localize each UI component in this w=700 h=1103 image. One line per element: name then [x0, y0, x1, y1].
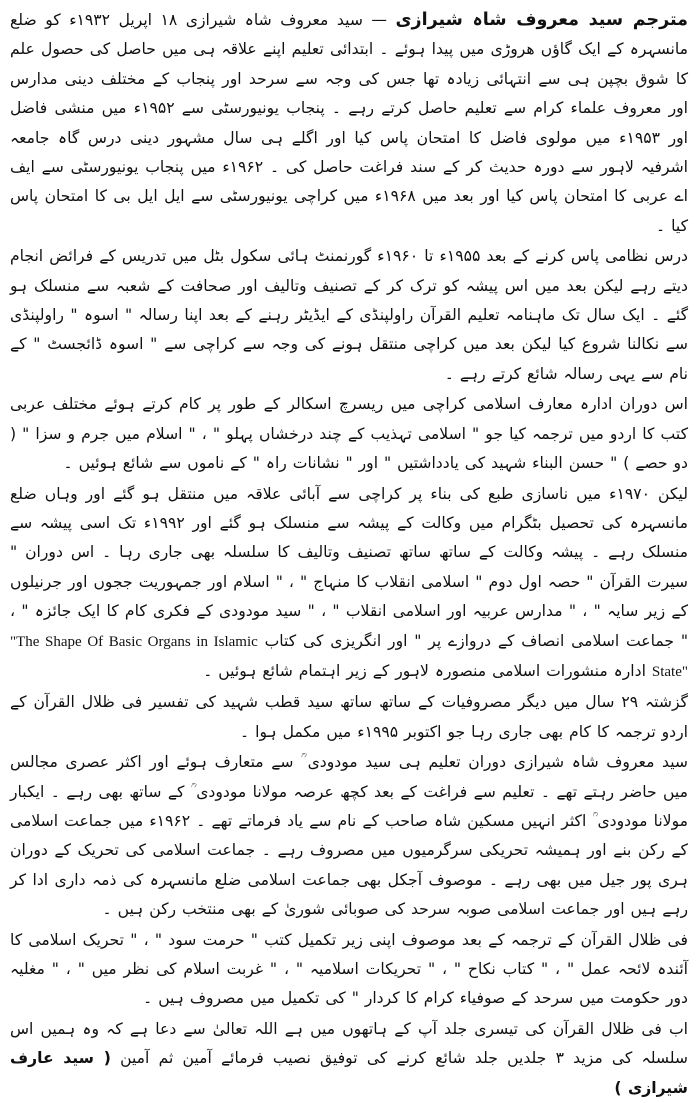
- english-book-title: "The Shape Of Basic Organs in Islamic State": [10, 633, 688, 680]
- paragraph-5: گزشتہ ۲۹ سال میں دیگر مصروفیات کے ساتھ ساتھ سید قطب شہید کی تفسیر فی ظلال القرآن کے اردو ترجمہ کا کام بھی جاری رہا جو اکتوبر ۱۹۹۵ء میں مکمل ہوا ۔: [10, 693, 688, 741]
- paragraph-8-text: اب فی ظلال القرآن کی تیسری جلد آپ کے ہاتھوں میں ہے اللہ تعالیٰ سے دعا ہے کہ وہ ہمیں اس سلسلہ کی مزید ۳ جلدیں جلد شائع کرنے کی توفیق نصیب فرمائے آمین ثم آمین: [10, 1019, 688, 1068]
- page-title: مترجم سید معروف شاہ شیرازی: [395, 10, 688, 30]
- paragraph-4-text: لیکن ۱۹۷۰ء میں ناسازی طبع کی بناء پر کراچی سے آبائی علاقہ میں منتقل ہو گئے اور وہاں ضلع مانسہرہ کی تحصیل بٹگرام میں وکالت کے پیشہ سے منسلک ہو گئے اور ۱۹۹۲ء تک اسی پیشہ سے منسلک رہے ۔ پیشہ وکالت کے ساتھ ساتھ تصنیف وتالیف کا سلسلہ بھی جاری رہا ۔ اس دوران " سیرت القرآن " حصہ اول دوم " اسلامی انقلاب کا منہاج " ، " اسلام اور جمہوریت ججوں اور جرنیلوں کے زیر سایہ " ، " مدارس عربیہ اور اسلامی انقلاب " ، " سید مودودی کے فکری کام کا ایک جائزہ " ، " جماعت اسلامی انصاف کے دروازے پر " اور انگریزی کی کتاب: [10, 484, 689, 650]
- paragraph-1: [10, 6, 688, 241]
- paragraph-8: [10, 1015, 688, 1103]
- paragraph-4: [10, 480, 688, 688]
- signature: ( سید عارف شیرازی ): [10, 1049, 688, 1097]
- paragraph-6: سید معروف شاہ شیرازی دوران تعلیم ہی سید مودودی ؒ سے متعارف ہوئے اور اکثر عصری مجالس میں حاضر رہتے تھے ۔ تعلیم سے فراغت کے بعد کچھ عرصہ مولانا مودودی ؒ کے ساتھ بھی رہے ۔ ایکبار مولانا مودودی ؒ اکثر انہیں مسکین شاہ صاحب کے نام سے یاد فرماتے تھے ۔ ۱۹۶۲ء میں جماعت اسلامی کے رکن بنے اور ہمیشہ تحریکی سرگرمیوں میں مصروف رہے ۔ جماعت اسلامی کی تحریک کے دوران ہری پور جیل میں بھی رہے ۔ موصوف آجکل بھی جماعت اسلامی ضلع مانسہرہ کی ذمہ داری ادا کر رہے ہیں اور جماعت اسلامی صوبہ سرحد کی صوبائی شوریٰ کے بھی منتخب رکن ہیں ۔: [10, 753, 688, 919]
- paragraph-1-text: — سید معروف شاہ شیرازی ۱۸ اپریل ۱۹۳۲ء کو ضلع مانسہرہ کے ایک گاؤں ھروڑی میں پیدا ہوئے ۔ ابتدائی تعلیم اپنے علاقہ ہی میں حاصل کی حصول علم کا شوق بچپن ہی سے انتہائی زیادہ تھا جس کی وجہ سے سرحد اور پنجاب کے مختلف دینی مدارس اور معروف علماء کرام سے تعلیم حاصل کرتے رہے ۔ پنجاب یونیورسٹی سے ۱۹۵۲ء میں منشی فاضل اور ۱۹۵۳ء میں مولوی فاضل کا امتحان پاس کیا اور اگلے ہی سال مشہور دینی درس گاہ جامعہ اشرفیہ لاہور سے دورہ حدیث کر کے سند فراغت حاصل کی ۔ ۱۹۶۲ء میں پنجاب یونیورسٹی سے ایف اے عربی کا امتحان پاس کیا اور بعد میں ۱۹۶۸ء میں کراچی یونیورسٹی سے ایل ایل بی کا امتحان پاس کیا ۔: [10, 11, 689, 235]
- paragraph-3: اس دوران ادارہ معارف اسلامی کراچی میں ریسرچ اسکالر کے طور پر کام کرتے ہوئے مختلف عربی کتب کا اردو میں ترجمہ کیا جو " اسلامی تہذیب کے چند درخشاں پہلو " ، " اسلام میں جرم و سزا " ( دو حصے ) " حسن البناء شہید کی یادداشتیں " اور " نشانات راہ " کے ناموں سے شائع ہوئیں ۔: [10, 395, 688, 473]
- paragraph-4-tail: ادارہ منشورات اسلامی منصورہ لاہور کے زیر اہتمام شائع ہوئیں ۔: [203, 661, 652, 680]
- paragraph-7: فی ظلال القرآن کے ترجمہ کے بعد موصوف اپنی زیر تکمیل کتب " حرمت سود " ، " تحریک اسلامی کا آئندہ لائحہ عمل " ، " کتاب نکاح " ، " تحریکات اسلامیہ " ، " غربت اسلام کی نظر میں " ، " مغلیہ دور حکومت میں سرحد کے صوفیاء کرام کا کردار " کی تکمیل میں مصروف ہیں ۔: [10, 930, 688, 1008]
- paragraph-2: درس نظامی پاس کرنے کے بعد ۱۹۵۵ء تا ۱۹۶۰ء گورنمنٹ ہائی سکول بٹل میں تدریس کے فرائض انجام دیتے رہے لیکن بعد میں اس پیشہ کو ترک کر کے تصنیف وتالیف اور صحافت کے شعبہ سے منسلک ہو گئے ۔ ایک سال تک ماہنامہ تعلیم القرآن راولپنڈی کے ایڈیٹر رہنے کے بعد اپنا رسالہ " اسوہ " راولپنڈی سے نکالنا شروع کیا لیکن بعد میں کراچی منتقل ہونے کی وجہ سے کراچی سے " اسوہ ڈائجسٹ " کے نام سے یہی رسالہ شائع کرتے رہے ۔: [10, 247, 688, 383]
